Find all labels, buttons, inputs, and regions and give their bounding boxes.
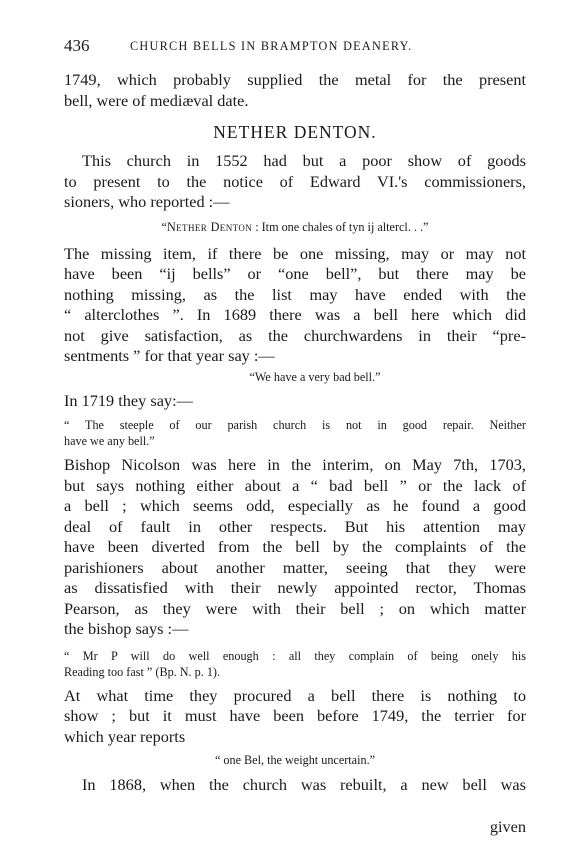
- text-line: bell, were of mediæval date.: [64, 90, 249, 110]
- text-line: as dissatisfied with their newly appointed rector, Thomas: [64, 578, 526, 597]
- quote-line: have we any bell.”: [64, 434, 155, 448]
- text-line: Bishop Nicolson was here in the interim, on May 7th, 1703,: [64, 455, 526, 474]
- paragraph-6: [64, 775, 526, 796]
- text-line: which year reports: [64, 726, 186, 746]
- quote-line: “ Mr P will do well enough : all they complain of being onely his: [64, 648, 526, 663]
- text-line: the bishop says :—: [64, 619, 189, 638]
- text-line: “ alterclothes ”. In 1689 there was a bell here which did: [64, 305, 526, 324]
- text-line: The missing item, if there be one missing, may or may not: [64, 243, 526, 263]
- text-line: This church in 1552 had but a poor show of goods: [82, 151, 526, 170]
- terrier-quote: “ one Bel, the weight uncertain.”: [214, 753, 376, 767]
- paragraph-3: In 1719 they say:—: [64, 390, 193, 410]
- text-line: 1749, which probably supplied the metal for the present: [64, 70, 526, 89]
- text-line: deal of fault in other respects. But his attention may: [64, 516, 526, 536]
- page-header: [64, 36, 524, 58]
- quote-line: “ The steeple of our parish church is not in good repair. Neither: [64, 418, 526, 432]
- text-line: a bell ; which seems odd, especially as he found a good: [64, 496, 526, 515]
- text-line: Pearson, as they were with their bell ; on which matter: [64, 598, 526, 618]
- text-line: In 1868, when the church was rebuilt, a new bell was: [82, 775, 526, 794]
- paragraph-1: [64, 151, 526, 213]
- running-title: CHURCH BELLS IN BRAMPTON DEANERY.: [130, 39, 413, 53]
- text-line: to present to the notice of Edward VI.'s commissioners,: [64, 171, 526, 191]
- paragraph-4: [64, 455, 526, 640]
- text-line: sentments ” for that year say :—: [64, 346, 275, 365]
- text-line: At what time they procured a bell there is nothing to: [64, 685, 526, 705]
- paragraph-2: [64, 244, 526, 367]
- quote-parish-name: Nether Denton: [166, 219, 253, 234]
- bishop-quote: [64, 648, 526, 680]
- inventory-quote: [64, 219, 526, 235]
- paragraph-5: [64, 686, 526, 748]
- text-line: show ; but it must have been before 1749, the terrier for: [64, 706, 526, 725]
- intro-paragraph: [64, 70, 526, 111]
- page-number: 436: [64, 36, 90, 55]
- text-line: not give satisfaction, as the churchwardens in their “pre-: [64, 325, 526, 345]
- page-body: [64, 70, 526, 796]
- text-line: parishioners about another matter, seeing that they were: [64, 557, 526, 577]
- presentment-quote: “We have a very bad bell.”: [249, 369, 381, 384]
- text-line: have been diverted from the bell by the complaints of the: [64, 537, 526, 556]
- section-heading: NETHER DENTON.: [213, 122, 377, 142]
- quote-open-mark: “: [161, 219, 167, 234]
- text-line: but says nothing either about a “ bad bell ” or the lack of: [64, 475, 526, 495]
- text-line: have been “ij bells” or “one bell”, but there may be: [64, 264, 526, 283]
- steeple-quote: [64, 417, 526, 449]
- text-line: nothing missing, as the list may have ended with the: [64, 284, 526, 304]
- text-line: sioners, who reported :—: [64, 192, 230, 211]
- catchword: given: [489, 817, 526, 836]
- quote-line: Reading too fast ” (Bp. N. p. 1).: [64, 664, 221, 679]
- quote-text: : Itm one chales of tyn ij altercl. . .”: [252, 219, 429, 234]
